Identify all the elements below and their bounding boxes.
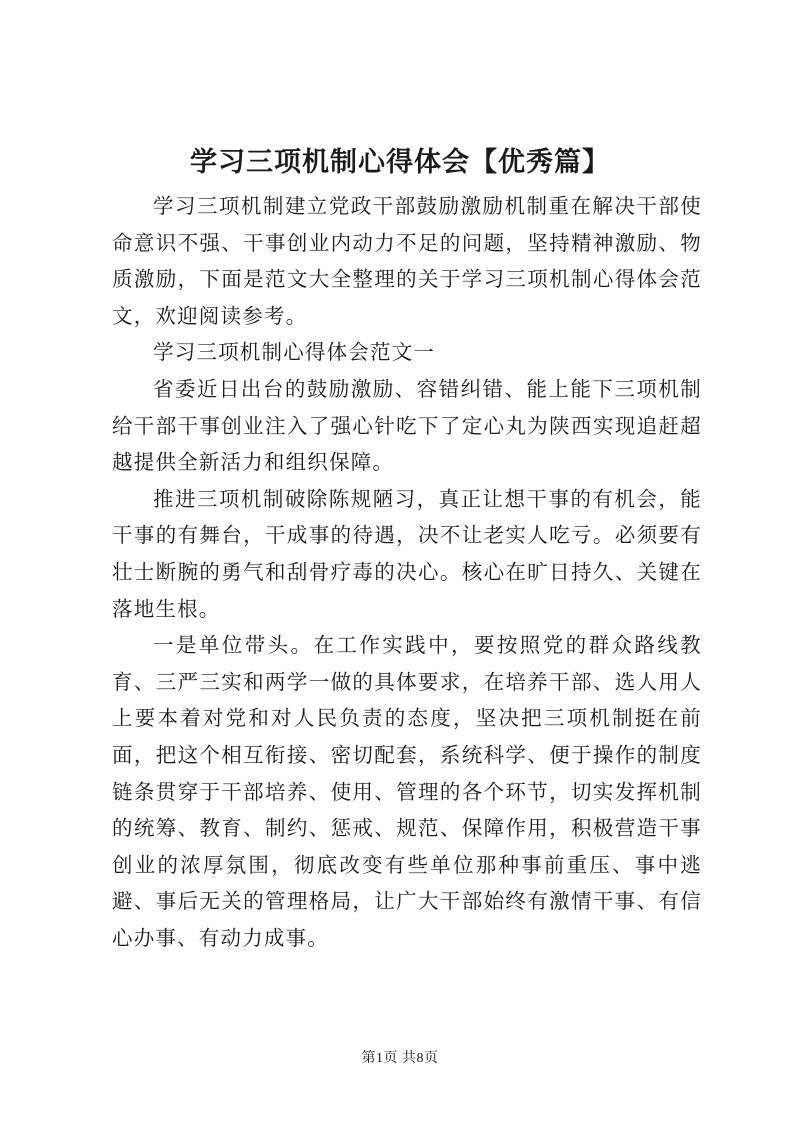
document-body: [112, 188, 702, 956]
paragraph-section-heading: 学习三项机制心得体会范文一: [153, 340, 436, 365]
paragraph-body: 推进三项机制破除陈规陋习，真正让想干事的有机会，能干事的有舞台，干成事的待遇，决不让老实人吃亏。必须要有壮士断腕的勇气和刮骨疗毒的决心。核心在旷日持久、关键在落地生根。: [112, 486, 702, 621]
paragraph-body: 省委近日出台的鼓励激励、容错纠错、能上能下三项机制给干部干事创业注入了强心针吃下了定心丸为陕西实现追赶超越提供全新活力和组织保障。: [112, 376, 702, 475]
document-title: 学习三项机制心得体会【优秀篇】: [190, 147, 610, 178]
paragraph-body: 一是单位带头。在工作实践中，要按照党的群众路线教育、三严三实和两学一做的具体要求，在培养干部、选人用人上要本着对党和对人民负责的态度，坚决把三项机制挺在前面，把这个相互衔接、密切配套，系统科学、便于操作的制度链条贯穿于干部培养、使用、管理的各个环节，切实发挥机制的统筹、教育、制约、惩戒、规范、保障作用，积极营造干事创业的浓厚氛围，彻底改变有些单位那种事前重压、事中逃避、事后无关的管理格局，让广大干部始终有激情干事、有信心办事、有动力成事。: [112, 633, 702, 950]
page-number-footer: 第1页 共8页: [361, 1051, 439, 1066]
paragraph-intro: 学习三项机制建立党政干部鼓励激励机制重在解决干部使命意识不强、干事创业内动力不足的问题，坚持精神激励、物质激励，下面是范文大全整理的关于学习三项机制心得体会范文，欢迎阅读参考。: [112, 194, 702, 328]
